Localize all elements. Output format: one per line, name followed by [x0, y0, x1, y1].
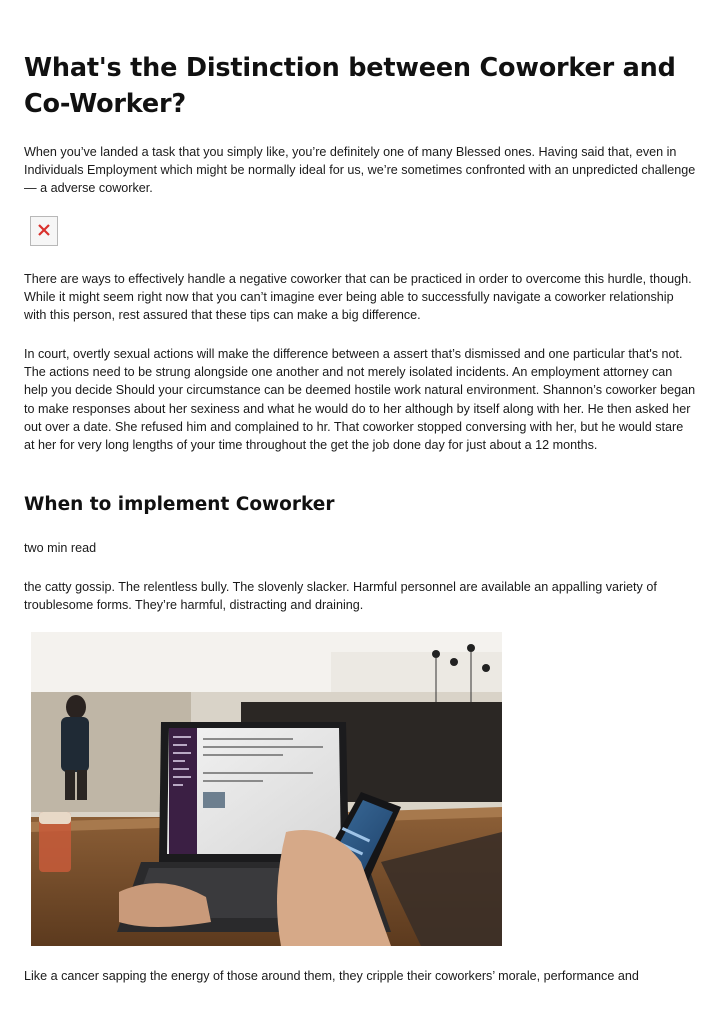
subheading: When to implement Coworker — [24, 494, 335, 515]
paragraph-5: Like a cancer sapping the energy of those around them, they cripple their coworkers’ morale, performance and — [24, 969, 639, 983]
intro-paragraph: When you’ve landed a task that you simply like, you’re definitely one of many Blessed ones. Having said that, even in Individuals Employment which might be normally ideal for us, we’re sometimes confronted with an unpredicted challenge — a adverse coworker. — [24, 145, 696, 196]
read-time: two min read — [24, 541, 97, 555]
article-title: What's the Distinction between Coworker and Co-Worker? — [24, 53, 676, 119]
broken-image-icon — [30, 216, 58, 246]
office-laptop-phone-photo — [31, 632, 502, 946]
paragraph-2: There are ways to effectively handle a negative coworker that can be practiced in order to overcome this hurdle, though. While it might seem right now that you can’t imagine ever being able to successfully navigate a coworker relationship with this person, rest assured that these tips can make a big difference. — [24, 272, 692, 323]
paragraph-4: the catty gossip. The relentless bully. The slovenly slacker. Harmful personnel are available an appalling variety of troublesome forms. They’re harmful, distracting and draining. — [24, 580, 657, 613]
paragraph-3: In court, overtly sexual actions will make the difference between a assert that’s dismissed and one particular that's not. The actions need to be strung alongside one another and not merely isolated incidents. An employment attorney can help you decide Should your circumstance can be deemed hostile work natural environment. Shannon’s coworker began to make responses about her sexiness and what he would do to her although by itself along with her. He then asked her out over a date. She refused him and complained to hr. That coworker stopped conversing with her, but he would stare at her for very long lengths of your time throughout the get the job done day for just about a 12 months. — [24, 347, 696, 453]
